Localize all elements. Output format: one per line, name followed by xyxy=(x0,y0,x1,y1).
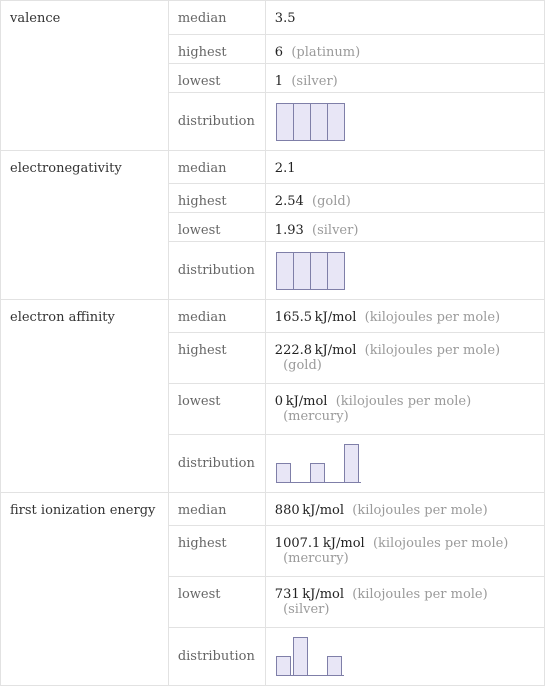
histogram-bar xyxy=(293,103,310,140)
unit-description: (kilojoules per mole) xyxy=(364,310,501,325)
unit-description: (kilojoules per mole) xyxy=(352,503,488,518)
value: 1 xyxy=(274,74,284,89)
first-ionization-energy-lowest xyxy=(265,577,544,628)
table-row xyxy=(1,300,545,333)
element-note: (gold) xyxy=(312,194,351,209)
stat-label-highest: highest xyxy=(168,184,265,213)
histogram-bar xyxy=(344,444,358,482)
unit: kJ/mol xyxy=(285,394,328,409)
element-note: (platinum) xyxy=(291,45,361,60)
unit: kJ/mol xyxy=(314,343,357,358)
element-note: (silver) xyxy=(291,74,338,89)
electron-affinity-median xyxy=(265,300,544,333)
electronegativity-lowest xyxy=(265,213,544,242)
stat-label-highest: highest xyxy=(168,333,265,384)
valence-highest xyxy=(265,35,544,64)
value: 165.5 xyxy=(274,310,313,325)
electron-affinity-distribution-histogram xyxy=(275,444,363,484)
unit: kJ/mol xyxy=(302,587,345,602)
histogram-bar xyxy=(327,656,341,675)
stat-label-lowest: lowest xyxy=(168,577,265,628)
stat-label-highest: highest xyxy=(168,526,265,577)
value: 1.93 xyxy=(274,223,304,238)
table-row xyxy=(1,1,545,35)
first-ionization-energy-distribution-histogram xyxy=(275,637,346,677)
stat-label-median: median xyxy=(168,493,265,526)
electron-affinity-highest xyxy=(265,333,544,384)
stat-label-distribution: distribution xyxy=(168,242,265,300)
valence-median xyxy=(265,1,544,35)
electron-affinity-lowest xyxy=(265,384,544,435)
element-note: (gold) xyxy=(283,358,322,373)
unit: kJ/mol xyxy=(314,310,357,325)
histogram-bar xyxy=(293,252,310,289)
value: 2.54 xyxy=(274,194,304,209)
value: 880 xyxy=(274,503,300,518)
stat-label-highest: highest xyxy=(168,35,265,64)
stat-label-distribution: distribution xyxy=(168,93,265,151)
histogram-bar xyxy=(310,252,327,289)
histogram-bar xyxy=(327,252,344,289)
stat-label-lowest: lowest xyxy=(168,64,265,93)
first-ionization-energy-median xyxy=(265,493,544,526)
valence-distribution-histogram xyxy=(275,102,346,142)
property-name-valence: valence xyxy=(1,1,169,151)
unit-description: (kilojoules per mole) xyxy=(364,343,501,358)
histogram-bar xyxy=(293,637,307,675)
histogram-bar xyxy=(327,103,344,140)
value: 731 xyxy=(274,587,300,602)
stat-label-median: median xyxy=(168,300,265,333)
element-note: (mercury) xyxy=(283,409,349,424)
electronegativity-distribution-histogram xyxy=(275,251,346,291)
property-name-first-ionization-energy: first ionization energy xyxy=(1,493,169,686)
histogram-bar xyxy=(276,656,290,675)
unit-description: (kilojoules per mole) xyxy=(352,587,488,602)
property-name-electron-affinity: electron affinity xyxy=(1,300,169,493)
unit-description: (kilojoules per mole) xyxy=(372,536,509,551)
stat-label-distribution: distribution xyxy=(168,628,265,686)
valence-distribution xyxy=(265,93,544,151)
histogram-bar xyxy=(276,463,290,482)
valence-lowest xyxy=(265,64,544,93)
histogram-bar xyxy=(310,103,327,140)
element-note: (silver) xyxy=(283,602,330,617)
element-note: (mercury) xyxy=(283,551,349,566)
stat-label-median: median xyxy=(168,1,265,35)
histogram-bar xyxy=(310,463,324,482)
unit: kJ/mol xyxy=(302,503,345,518)
property-name-electronegativity: electronegativity xyxy=(1,151,169,300)
unit: kJ/mol xyxy=(322,536,365,551)
stat-label-median: median xyxy=(168,151,265,184)
electronegativity-distribution xyxy=(265,242,544,300)
table-row xyxy=(1,151,545,184)
histogram-bar xyxy=(276,252,293,289)
stat-label-lowest: lowest xyxy=(168,213,265,242)
electronegativity-median xyxy=(265,151,544,184)
stat-label-lowest: lowest xyxy=(168,384,265,435)
electron-affinity-distribution xyxy=(265,435,544,493)
value: 0 xyxy=(274,394,284,409)
histogram-bar xyxy=(276,103,293,140)
value: 3.5 xyxy=(274,11,296,26)
first-ionization-energy-highest xyxy=(265,526,544,577)
value: 2.1 xyxy=(274,161,296,176)
value: 6 xyxy=(274,45,284,60)
value: 1007.1 xyxy=(274,536,321,551)
electronegativity-highest xyxy=(265,184,544,213)
unit-description: (kilojoules per mole) xyxy=(335,394,472,409)
element-note: (silver) xyxy=(312,223,359,238)
value: 222.8 xyxy=(274,343,313,358)
table-row xyxy=(1,493,545,526)
stat-label-distribution: distribution xyxy=(168,435,265,493)
first-ionization-energy-distribution xyxy=(265,628,544,686)
